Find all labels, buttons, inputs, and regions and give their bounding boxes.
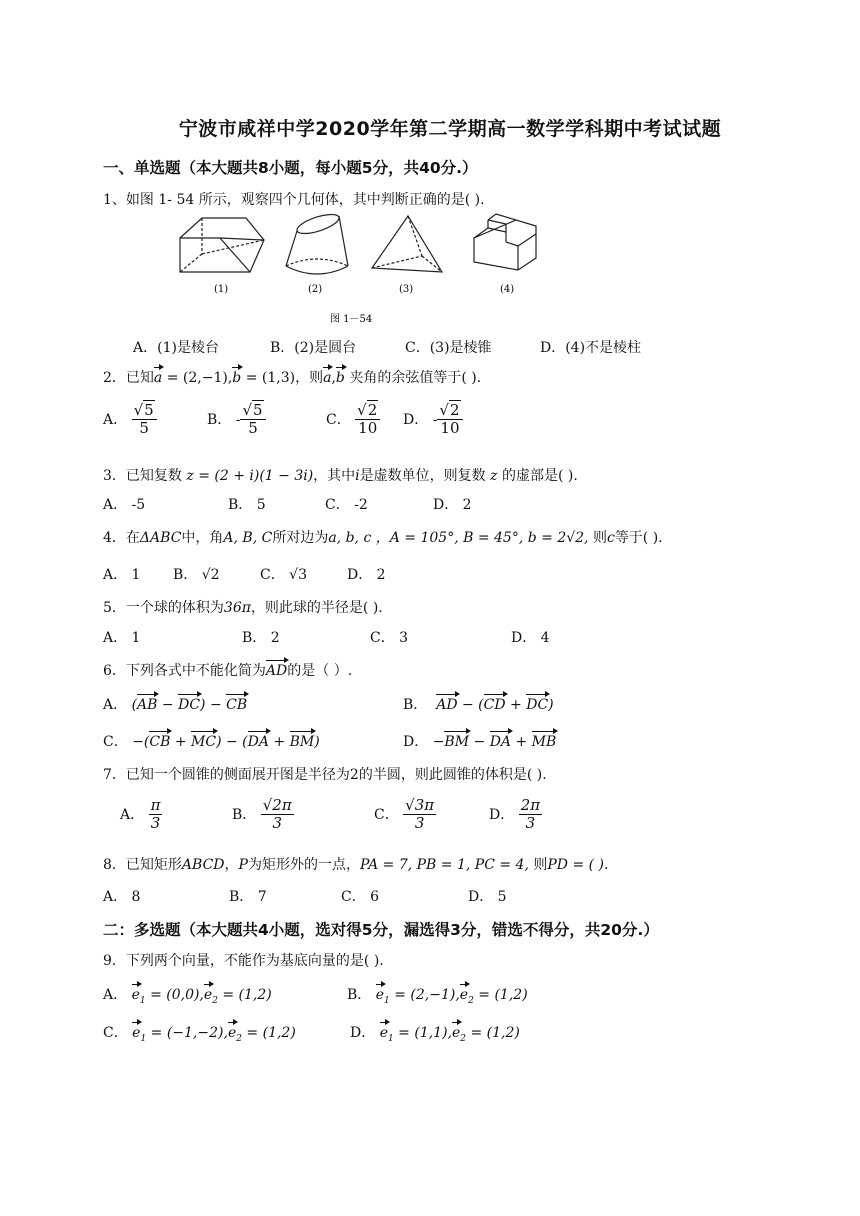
q2-option-c: C． $\frac{√2}{10}$ (326, 402, 380, 438)
figure-1-54 (170, 210, 570, 330)
fig-label-4: (4) (500, 284, 515, 295)
question-3: 3．已知复数 z = (2 + i)(1 − 3i)，其中i是虚数单位，则复数 z 的虚部是( ). (103, 468, 578, 484)
q4-option-c: C． √3 (260, 567, 307, 583)
page-title: 宁波市咸祥中学2020学年第二学期高一数学学科期中考试试题 (178, 118, 722, 140)
q1-option-a: A．(1)是棱台 (133, 340, 219, 356)
q7-option-a: A． $\frac{\pi}{3}$ (120, 796, 161, 833)
q4-option-b: B． √2 (173, 567, 220, 583)
question-9: 9．下列两个向量，不能作为基底向量的是( ). (103, 953, 384, 969)
q9-option-d: D． $e_1 = (1,1),e_2 = (1,2)$ (350, 1025, 520, 1044)
question-8: 8．已知矩形ABCD，P为矩形外的一点，PA = 7, PB = 1, PC = 4, 则PD = ( ). (103, 857, 609, 873)
q8-option-a: A． 8 (103, 889, 141, 905)
q6-option-b: B． AD − (CD + DC) (403, 697, 554, 713)
solid-1 (180, 218, 264, 272)
q9-option-c: C． $e_1 = (-1,-2),e_2 = (1,2)$ (103, 1025, 296, 1044)
question-1: 1、如图 1- 54 所示，观察四个几何体，其中判断正确的是( ). (103, 192, 485, 208)
solid-2 (286, 211, 348, 274)
q1-option-c: C．(3)是棱锥 (405, 340, 492, 356)
q1-option-b: B．(2)是圆台 (270, 340, 357, 356)
q2-option-a: A． $\frac{√5}{5}$ (103, 402, 157, 438)
q8-option-c: C． 6 (341, 889, 380, 905)
q2-option-b: B． - $\frac{√5}{5}$ (207, 402, 266, 438)
q6-option-d: D． −BM − DA + MB (403, 734, 557, 750)
q7-option-b: B． $\frac{√2\pi}{3}$ (232, 796, 292, 833)
q6-option-c: C． −(CB + MC) − (DA + BM) (103, 734, 320, 750)
fig-label-2: (2) (308, 284, 323, 295)
question-5: 5．一个球的体积为36π，则此球的半径是( ). (103, 600, 383, 616)
q6-option-a: A． (AB − DC) − CB (103, 697, 248, 713)
solid-4 (474, 214, 536, 270)
fig-label-1: (1) (214, 284, 229, 295)
q3-option-d: D． 2 (433, 497, 472, 513)
fig-caption: 图 1－54 (330, 314, 373, 325)
q5-option-c: C． 3 (370, 630, 409, 646)
q2-option-d: D． - $\frac{√2}{10}$ (403, 402, 463, 438)
q4-option-a: A． 1 (103, 567, 141, 583)
q5-option-b: B． 2 (242, 630, 280, 646)
q7-option-c: C． $\frac{√3\pi}{3}$ (374, 796, 435, 833)
solid-3 (372, 216, 442, 272)
q9-option-b: B． $e_1 = (2,-1),e_2 = (1,2)$ (347, 987, 528, 1006)
q7-option-d: D． $\frac{2\pi}{3}$ (489, 796, 541, 833)
q3-option-b: B． 5 (228, 497, 266, 513)
q9-option-a: A． $e_1 = (0,0),e_2 = (1,2)$ (103, 987, 272, 1006)
question-6: 6．下列各式中不能化简为AD的是（ ）. (103, 663, 353, 679)
q5-option-d: D． 4 (511, 630, 550, 646)
q5-option-a: A． 1 (103, 630, 141, 646)
q4-option-d: D． 2 (347, 567, 386, 583)
section-single-choice: 一、单选题（本大题共8小题，每小题5分，共40分.） (103, 159, 478, 177)
q1-option-d: D．(4)不是棱柱 (540, 340, 642, 356)
q3-option-c: C． -2 (325, 497, 368, 513)
question-7: 7．已知一个圆锥的侧面展开图是半径为2的半圆，则此圆锥的体积是( ). (103, 767, 547, 783)
q8-option-b: B． 7 (229, 889, 267, 905)
fig-label-3: (3) (399, 284, 414, 295)
section-multi-choice: 二：多选题（本大题共4小题，选对得5分，漏选得3分，错选不得分，共20分.） (103, 921, 659, 939)
q8-option-d: D． 5 (468, 889, 507, 905)
q3-option-a: A． -5 (103, 497, 146, 513)
question-2: 2．已知a = (2,−1),b = (1,3)，则a,b 夹角的余弦值等于( ). (103, 370, 482, 386)
question-4: 4．在ΔABC中，角A, B, C所对边为a, b, c ，A = 105°, B = 45°, b = 2√2, 则c等于( ). (103, 530, 663, 546)
